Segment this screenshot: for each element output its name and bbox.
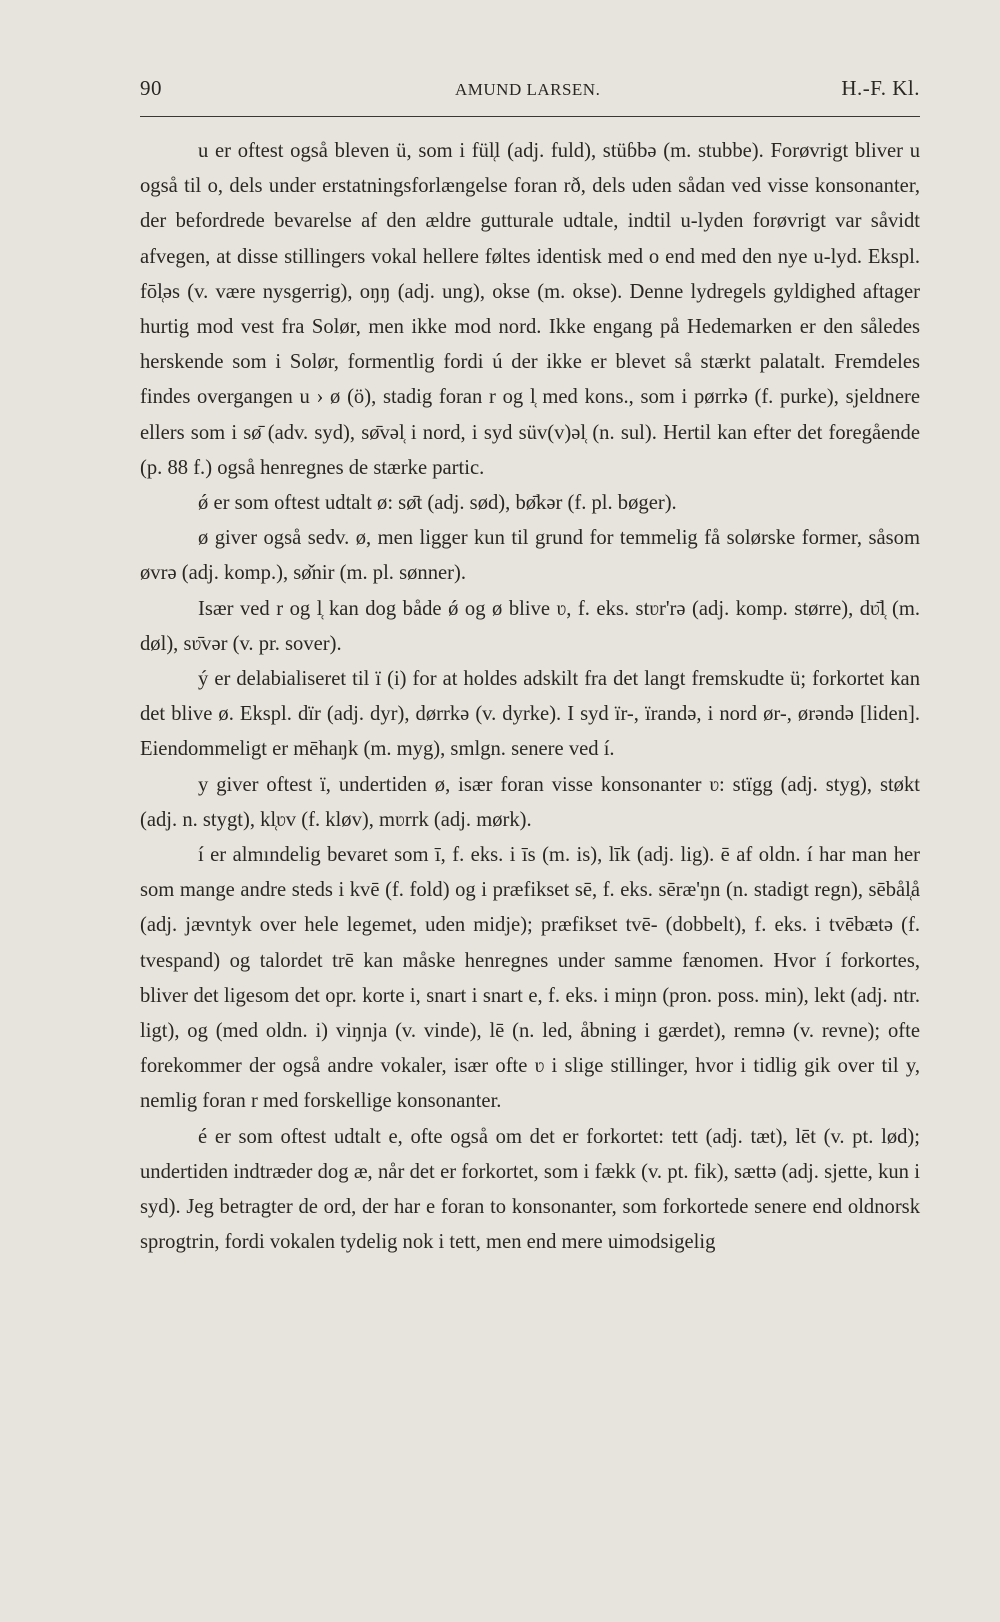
body-text (140, 134, 920, 1261)
running-head: AMUND LARSEN. (455, 80, 601, 99)
paragraph-o-acute: ǿ er som oftest udtalt ø: sø̄t (adj. sød), bø̄kər (f. pl. bøger). (198, 492, 677, 515)
paragraph-i-acute: í er almındelig bevaret som ī, f. eks. i īs (m. is), līk (adj. lig). ē af oldn. í har man her som mange andre steds i kvē (f. fold) og i præfikset sē, f. eks. sēræ'ŋn (n. stadigt regn), sēbål̜å (adj. jævntyk over hele legemet, uden midje); præfikset tvē- (dobbelt), f. eks. i tvēbætə (f. tvespand) og talordet trē kan måske henregnes under samme fænomen. Hvor í forkortes, bliver det ligesom det opr. korte i, snart i snart e, f. eks. i miŋn (pron. poss. min), lekt (adj. ntr. ligt), og (med oldn. i) viŋnja (v. vinde), lē (n. led, åbning i gærdet), remnə (v. revne); ofte forekommer der også andre vokaler, især ofte ʋ i slige stillinger, hvor i tidlig gik over til y, nemlig foran r med forskellige konsonanter. (140, 844, 920, 1113)
paragraph-e-acute: é er som oftest udtalt e, ofte også om det er forkortet: tett (adj. tæt), lēt (v. pt. lød); undertiden indtræder dog æ, når det er forkortet, som i fækk (v. pt. fik), sættə (adj. sjette, kun i syd). Jeg betragter de ord, der har e foran to konsonanter, som forkortede senere end oldnorsk sprogtrin, fordi vokalen tydelig nok i tett, men end mere uimodsigelig (140, 1125, 920, 1254)
paragraph-o-slash: ø giver også sedv. ø, men ligger kun til grund for temmelig få solørske former, såsom øvrə (adj. komp.), sø̌nir (m. pl. sønner). (140, 527, 920, 585)
page-header (140, 76, 920, 117)
paragraph-r-l: Især ved r og l̜ kan dog både ǿ og ø blive ʋ, f. eks. stʋr'rə (adj. komp. større), dʋ̄l̜ (m. døl), sʋ̄vər (v. pr. sover). (140, 597, 920, 655)
section-label: H.-F. Kl. (841, 76, 920, 100)
page-number: 90 (140, 76, 162, 100)
paragraph-y: y giver oftest ï, undertiden ø, især foran visse konsonanter ʋ: stïgg (adj. styg), støkt (adj. n. stygt), kl̜ʋv (f. kløv), mʋrrk (adj. mørk). (140, 773, 920, 831)
paragraph-y-acute: ý er delabialiseret til ï (i) for at holdes adskilt fra det langt fremskudte ü; forkortet kan det blive ø. Ekspl. dïr (adj. dyr), dørrkə (v. dyrke). I syd ïr-, ïrandə, i nord ør-, ørəndə [liden]. Eiendommeligt er mēhaŋk (m. myg), smlgn. senere ved í. (140, 668, 920, 761)
paragraph-u: u er oftest også bleven ü, som i fül̜l (adj. fuld), stüɓbə (m. stubbe). Forøvrigt bliver u også til o, dels under erstatningsforlængelse foran rð, dels uden sådan ved visse konsonanter, der befordrede bevarelse af den ældre gutturale udtale, indtil u-lyden forøvrigt var såvidt afvegen, at disse stillingers vokal hellere føltes identisk med o end med den nye u-lyd. Ekspl. fōl̜əs (v. være nysgerrig), oŋŋ (adj. ung), okse (m. okse). Denne lydregels gyldighed aftager hurtig mod vest fra Solør, men ikke mod nord. Ikke engang på Hedemarken er den således herskende som i Solør, formentlig fordi ú der ikke er blevet så stærkt palatalt. Fremdeles findes overgangen u › ø (ö), stadig foran r og l̜ med kons., som i pørrkə (f. purke), sjeldnere ellers som i sø̄ (adv. syd), sø̄vəl̜ i nord, i syd süv(v)əl̜ (n. sul). Hertil kan efter det foregående (p. 88 f.) også henregnes de stærke partic. (140, 140, 920, 479)
